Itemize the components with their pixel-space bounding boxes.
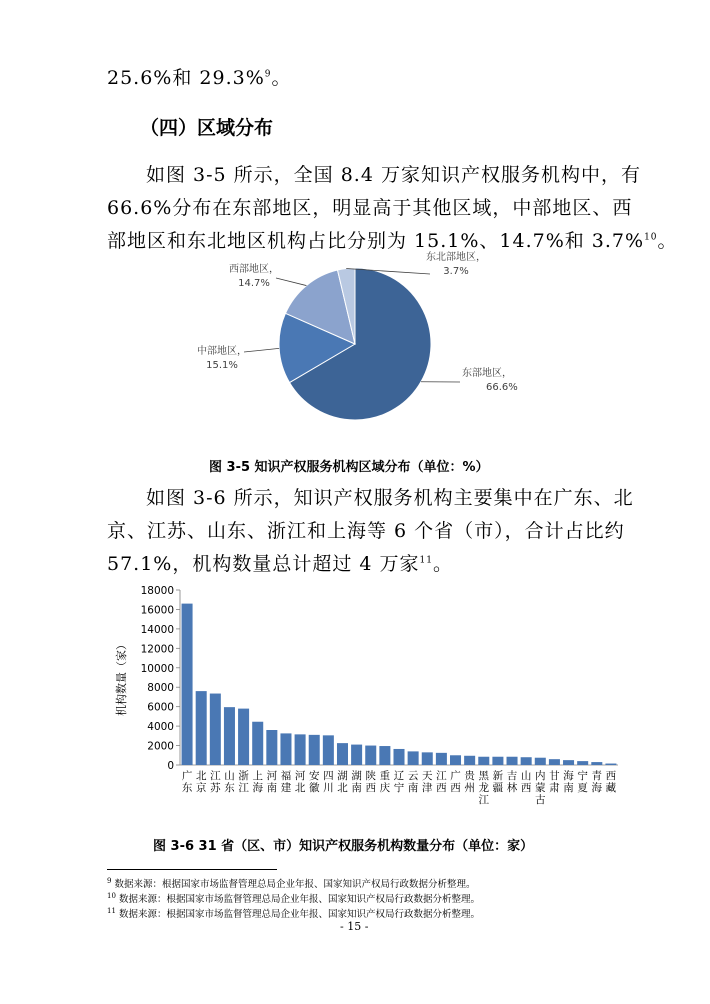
bar-chart [110,582,630,807]
bar-广东 [182,604,193,765]
footnote-11-text: 数据来源：根据国家市场监督管理总局企业年报、国家知识产权局行政数据分析整理。 [118,909,480,920]
para2-line3 [107,549,453,576]
footnote-10 [107,891,480,905]
x-label-安徽-0: 安 [308,770,320,782]
pie-label-name-2: 中部地区， [197,346,247,357]
x-label-陕西-0: 陕 [365,770,376,782]
x-label-甘肃-0: 甘 [549,770,560,782]
x-label-山西-1: 西 [520,782,532,794]
bar-宁夏 [577,761,588,765]
x-label-福建-0: 福 [280,770,292,782]
para2-line3-main: 57.1%，机构数量总计超过 4 万家 [107,553,420,575]
pie-label-value-1: 66.6% [486,382,518,393]
bar-四川 [323,735,334,765]
y-tick-label-6: 12000 [140,643,174,656]
bar-湖北 [337,743,348,765]
bar-广西 [450,755,461,765]
x-label-北京-0: 北 [195,770,207,782]
x-label-山东-1: 东 [224,782,235,794]
x-label-内蒙古-2: 古 [535,794,546,806]
x-label-河南-0: 河 [266,770,278,782]
pie-label-name-1: 东部地区， [462,368,512,379]
bar-内蒙古 [535,758,546,765]
x-label-浙江-0: 浙 [238,770,249,782]
x-label-江西-0: 江 [436,770,447,782]
x-label-内蒙古-0: 内 [535,770,546,782]
y-tick-label-5: 10000 [140,662,174,675]
section-heading: （四）区域分布 [140,117,274,139]
figure-3-6-caption: 图 3-6 31 省（区、市）知识产权服务机构数量分布（单位：家） [153,839,534,854]
x-label-广东-0: 广 [181,770,193,782]
para1-line3 [107,226,678,253]
x-label-辽宁-0: 辽 [393,770,405,782]
footnote-11 [107,906,480,920]
x-label-陕西-1: 西 [365,782,376,794]
x-label-山西-0: 山 [520,770,532,782]
pie-label-name-4: 东北部地区， [426,252,486,263]
x-label-吉林-1: 林 [506,782,518,794]
x-label-河南-1: 南 [266,782,278,794]
bar-福建 [280,733,291,765]
bar-辽宁 [393,749,404,765]
x-label-福建-1: 建 [280,782,292,794]
bar-安徽 [309,735,320,765]
x-label-河北-1: 北 [294,782,306,794]
x-label-宁夏-1: 夏 [577,782,588,794]
x-label-吉林-0: 吉 [506,770,518,782]
x-label-青海-0: 青 [591,770,603,782]
bar-新疆 [492,757,503,765]
bar-黑龙江 [478,757,489,765]
para1-line3-main: 部地区和东北地区机构占比分别为 15.1%、14.7%和 3.7% [107,230,645,252]
footnote-separator [107,869,277,870]
para2-line1: 如图 3-6 所示，知识产权服务机构主要集中在广东、北 [146,487,634,509]
x-label-重庆-0: 重 [379,770,391,782]
bar-云南 [408,751,419,765]
bar-贵州 [464,756,475,765]
x-label-西藏-1: 藏 [605,782,617,794]
y-tick-label-4: 8000 [147,682,174,695]
bar-甘肃 [549,759,560,765]
x-label-贵州-0: 贵 [464,770,475,782]
y-axis-label: 机构数量（家） [115,639,128,716]
footnote-ref-10: 10 [644,232,658,243]
x-label-天津-1: 津 [422,782,433,794]
para2-line2: 京、江苏、山东、浙江和上海等 6 个省（市），合计占比约 [107,520,625,542]
bar-北京 [196,691,207,765]
bar-西藏 [605,764,616,765]
pie-leader-line-3 [276,278,306,286]
x-label-四川-1: 川 [323,782,334,794]
pie-label-name-3: 西部地区， [229,264,279,275]
para1-line2: 66.6%分布在东部地区，明显高于其他区域，中部地区、西 [107,197,633,219]
x-label-天津-0: 天 [422,770,433,782]
x-label-北京-1: 京 [195,782,207,794]
y-tick-label-1: 2000 [147,740,174,753]
x-label-湖北-0: 湖 [337,770,348,782]
text-line-1 [107,63,292,90]
x-label-湖南-1: 南 [351,782,362,794]
text-line-1-tail: 。 [271,67,292,89]
pie-leader-line-2 [244,348,279,352]
x-label-海南-1: 南 [563,782,574,794]
bar-湖南 [351,745,362,765]
x-label-云南-0: 云 [407,770,419,782]
pie-chart [150,250,550,450]
footnote-9 [107,876,476,890]
x-label-西藏-0: 西 [605,770,617,782]
bar-海南 [563,760,574,765]
x-label-浙江-1: 江 [238,782,249,794]
figure-3-5-caption: 图 3-5 知识产权服务机构区域分布（单位：%） [209,460,489,475]
x-label-上海-1: 海 [252,782,263,794]
footnote-ref-9: 9 [264,69,272,80]
footnote-10-text: 数据来源：根据国家市场监督管理总局企业年报、国家知识产权局行政数据分析整理。 [118,894,480,905]
bar-青海 [591,762,602,765]
bar-上海 [252,722,263,765]
y-tick-label-0: 0 [167,760,174,772]
para1-line1: 如图 3-5 所示，全国 8.4 万家知识产权服务机构中，有 [146,164,641,186]
x-label-重庆-1: 庆 [379,782,391,794]
para1-line3-tail: 。 [657,230,678,252]
x-label-山东-0: 山 [224,770,235,782]
footnote-9-number: 9 [107,876,112,885]
x-label-广西-1: 西 [450,782,461,794]
x-label-辽宁-1: 宁 [393,782,405,794]
x-label-广东-1: 东 [181,782,193,794]
footnote-10-number: 10 [107,891,116,900]
x-label-甘肃-1: 肃 [549,782,560,794]
x-label-内蒙古-1: 蒙 [535,782,546,794]
page-number: - 15 - [340,920,369,933]
x-label-新疆-0: 新 [492,770,504,782]
x-label-安徽-1: 徽 [308,782,320,794]
x-label-江苏-1: 苏 [210,782,221,794]
x-label-贵州-1: 州 [464,782,475,794]
bar-山西 [521,757,532,765]
y-tick-label-3: 6000 [147,701,174,714]
x-label-湖北-1: 北 [337,782,348,794]
x-label-广西-0: 广 [450,770,461,782]
x-label-四川-0: 四 [323,770,334,782]
x-label-新疆-1: 疆 [492,782,504,794]
x-label-黑龙江-2: 江 [478,794,490,806]
para2-line3-tail: 。 [432,553,453,575]
x-label-江苏-0: 江 [210,770,221,782]
bar-山东 [224,707,235,765]
bar-江苏 [210,694,221,765]
pie-label-value-4: 3.7% [443,266,469,277]
x-label-江西-1: 西 [436,782,447,794]
y-tick-label-8: 16000 [140,604,174,617]
bar-浙江 [238,709,249,765]
x-label-青海-1: 海 [591,782,603,794]
x-label-海南-0: 海 [563,770,574,782]
x-label-上海-0: 上 [252,770,263,782]
footnote-ref-11: 11 [419,555,433,566]
x-label-河北-0: 河 [294,770,306,782]
y-tick-label-9: 18000 [140,585,174,597]
x-label-湖南-0: 湖 [351,770,362,782]
pie-label-value-2: 15.1% [206,360,238,371]
bar-重庆 [379,746,390,765]
y-tick-label-2: 4000 [147,721,174,734]
pie-label-value-3: 14.7% [238,278,270,289]
bar-天津 [422,752,433,765]
footnote-11-number: 11 [107,906,116,915]
x-label-黑龙江-0: 黑 [478,770,490,782]
bar-河南 [266,730,277,765]
bar-河北 [295,734,306,765]
bar-吉林 [507,757,518,765]
bar-江西 [436,753,447,765]
x-label-黑龙江-1: 龙 [478,782,490,794]
text-line-1-main: 25.6%和 29.3% [107,67,265,89]
x-label-宁夏-0: 宁 [577,770,588,782]
bar-陕西 [365,746,376,765]
footnote-9-text: 数据来源：根据国家市场监督管理总局企业年报、国家知识产权局行政数据分析整理。 [114,879,476,890]
x-label-云南-1: 南 [407,782,419,794]
y-tick-label-7: 14000 [140,623,174,636]
